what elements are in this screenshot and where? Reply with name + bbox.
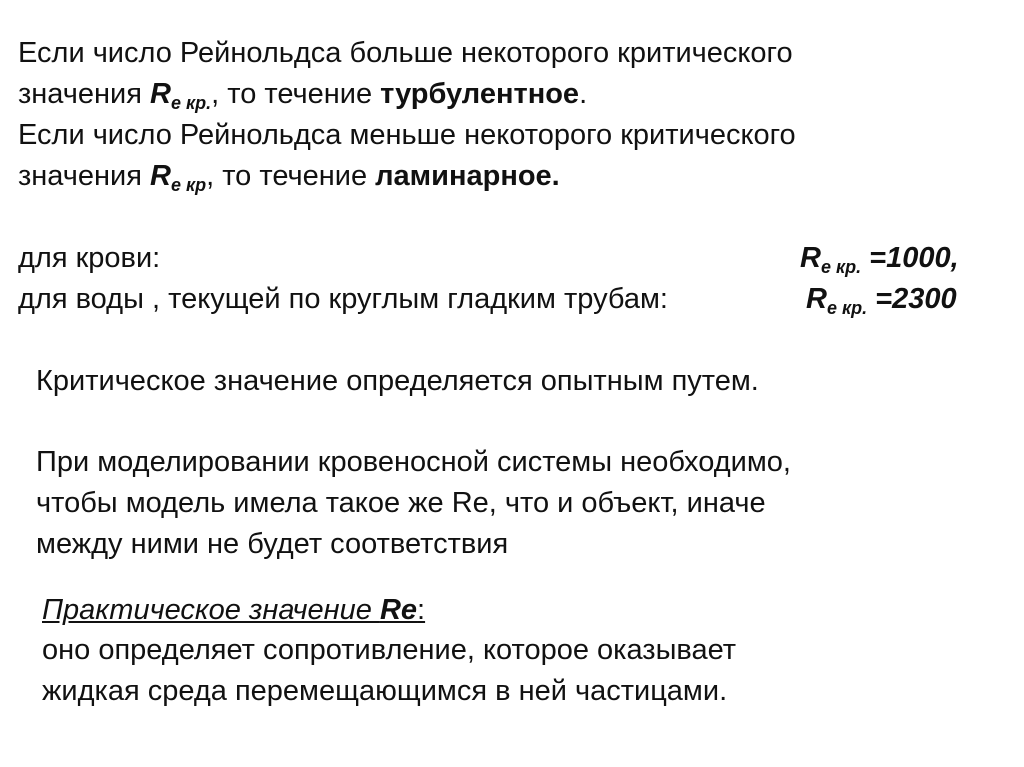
practical-line-2: жидкая среда перемещающимся в ней частицами. [42, 675, 728, 707]
text-line [18, 39, 793, 68]
blood-re-value: $R_{e кр.} =1000$, [800, 242, 959, 277]
bold-term-laminar: ламинарное. [375, 160, 560, 192]
critical-text: Критическое значение определяется опытным путем. [36, 365, 759, 397]
text-line [18, 78, 588, 113]
blood-label: для крови: [18, 242, 161, 274]
text-line [18, 121, 796, 150]
practical-line-1: оно определяет сопротивление, которое оказывает [42, 634, 737, 666]
practical-heading: Практическое значение Re: [42, 594, 426, 626]
text: Если число Рейнольдса меньше некоторого критического [18, 119, 796, 151]
text: . [579, 78, 588, 110]
text: значения [18, 78, 151, 110]
reynolds-symbol: $R_{e кр}$ [150, 160, 207, 195]
bold-term-turbulent: турбулентное [380, 78, 580, 110]
text: , то течение [206, 160, 376, 192]
modeling-line-2: чтобы модель имела такое же Re, что и объект, иначе [36, 487, 766, 519]
modeling-line-1: При моделировании кровеносной системы необходимо, [36, 446, 791, 478]
modeling-line-3: между ними не будет соответствия [36, 528, 509, 560]
text-line [18, 160, 560, 195]
water-re-value: $R_{e кр.} =2300$ [806, 283, 957, 318]
text: значения [18, 160, 151, 192]
text: , то течение [211, 78, 381, 110]
reynolds-symbol: $R_{e кр.}$ [150, 78, 212, 113]
text: Если число Рейнольдса больше некоторого критического [18, 37, 793, 69]
water-label: для воды , текущей по круглым гладким трубам: [18, 283, 668, 315]
